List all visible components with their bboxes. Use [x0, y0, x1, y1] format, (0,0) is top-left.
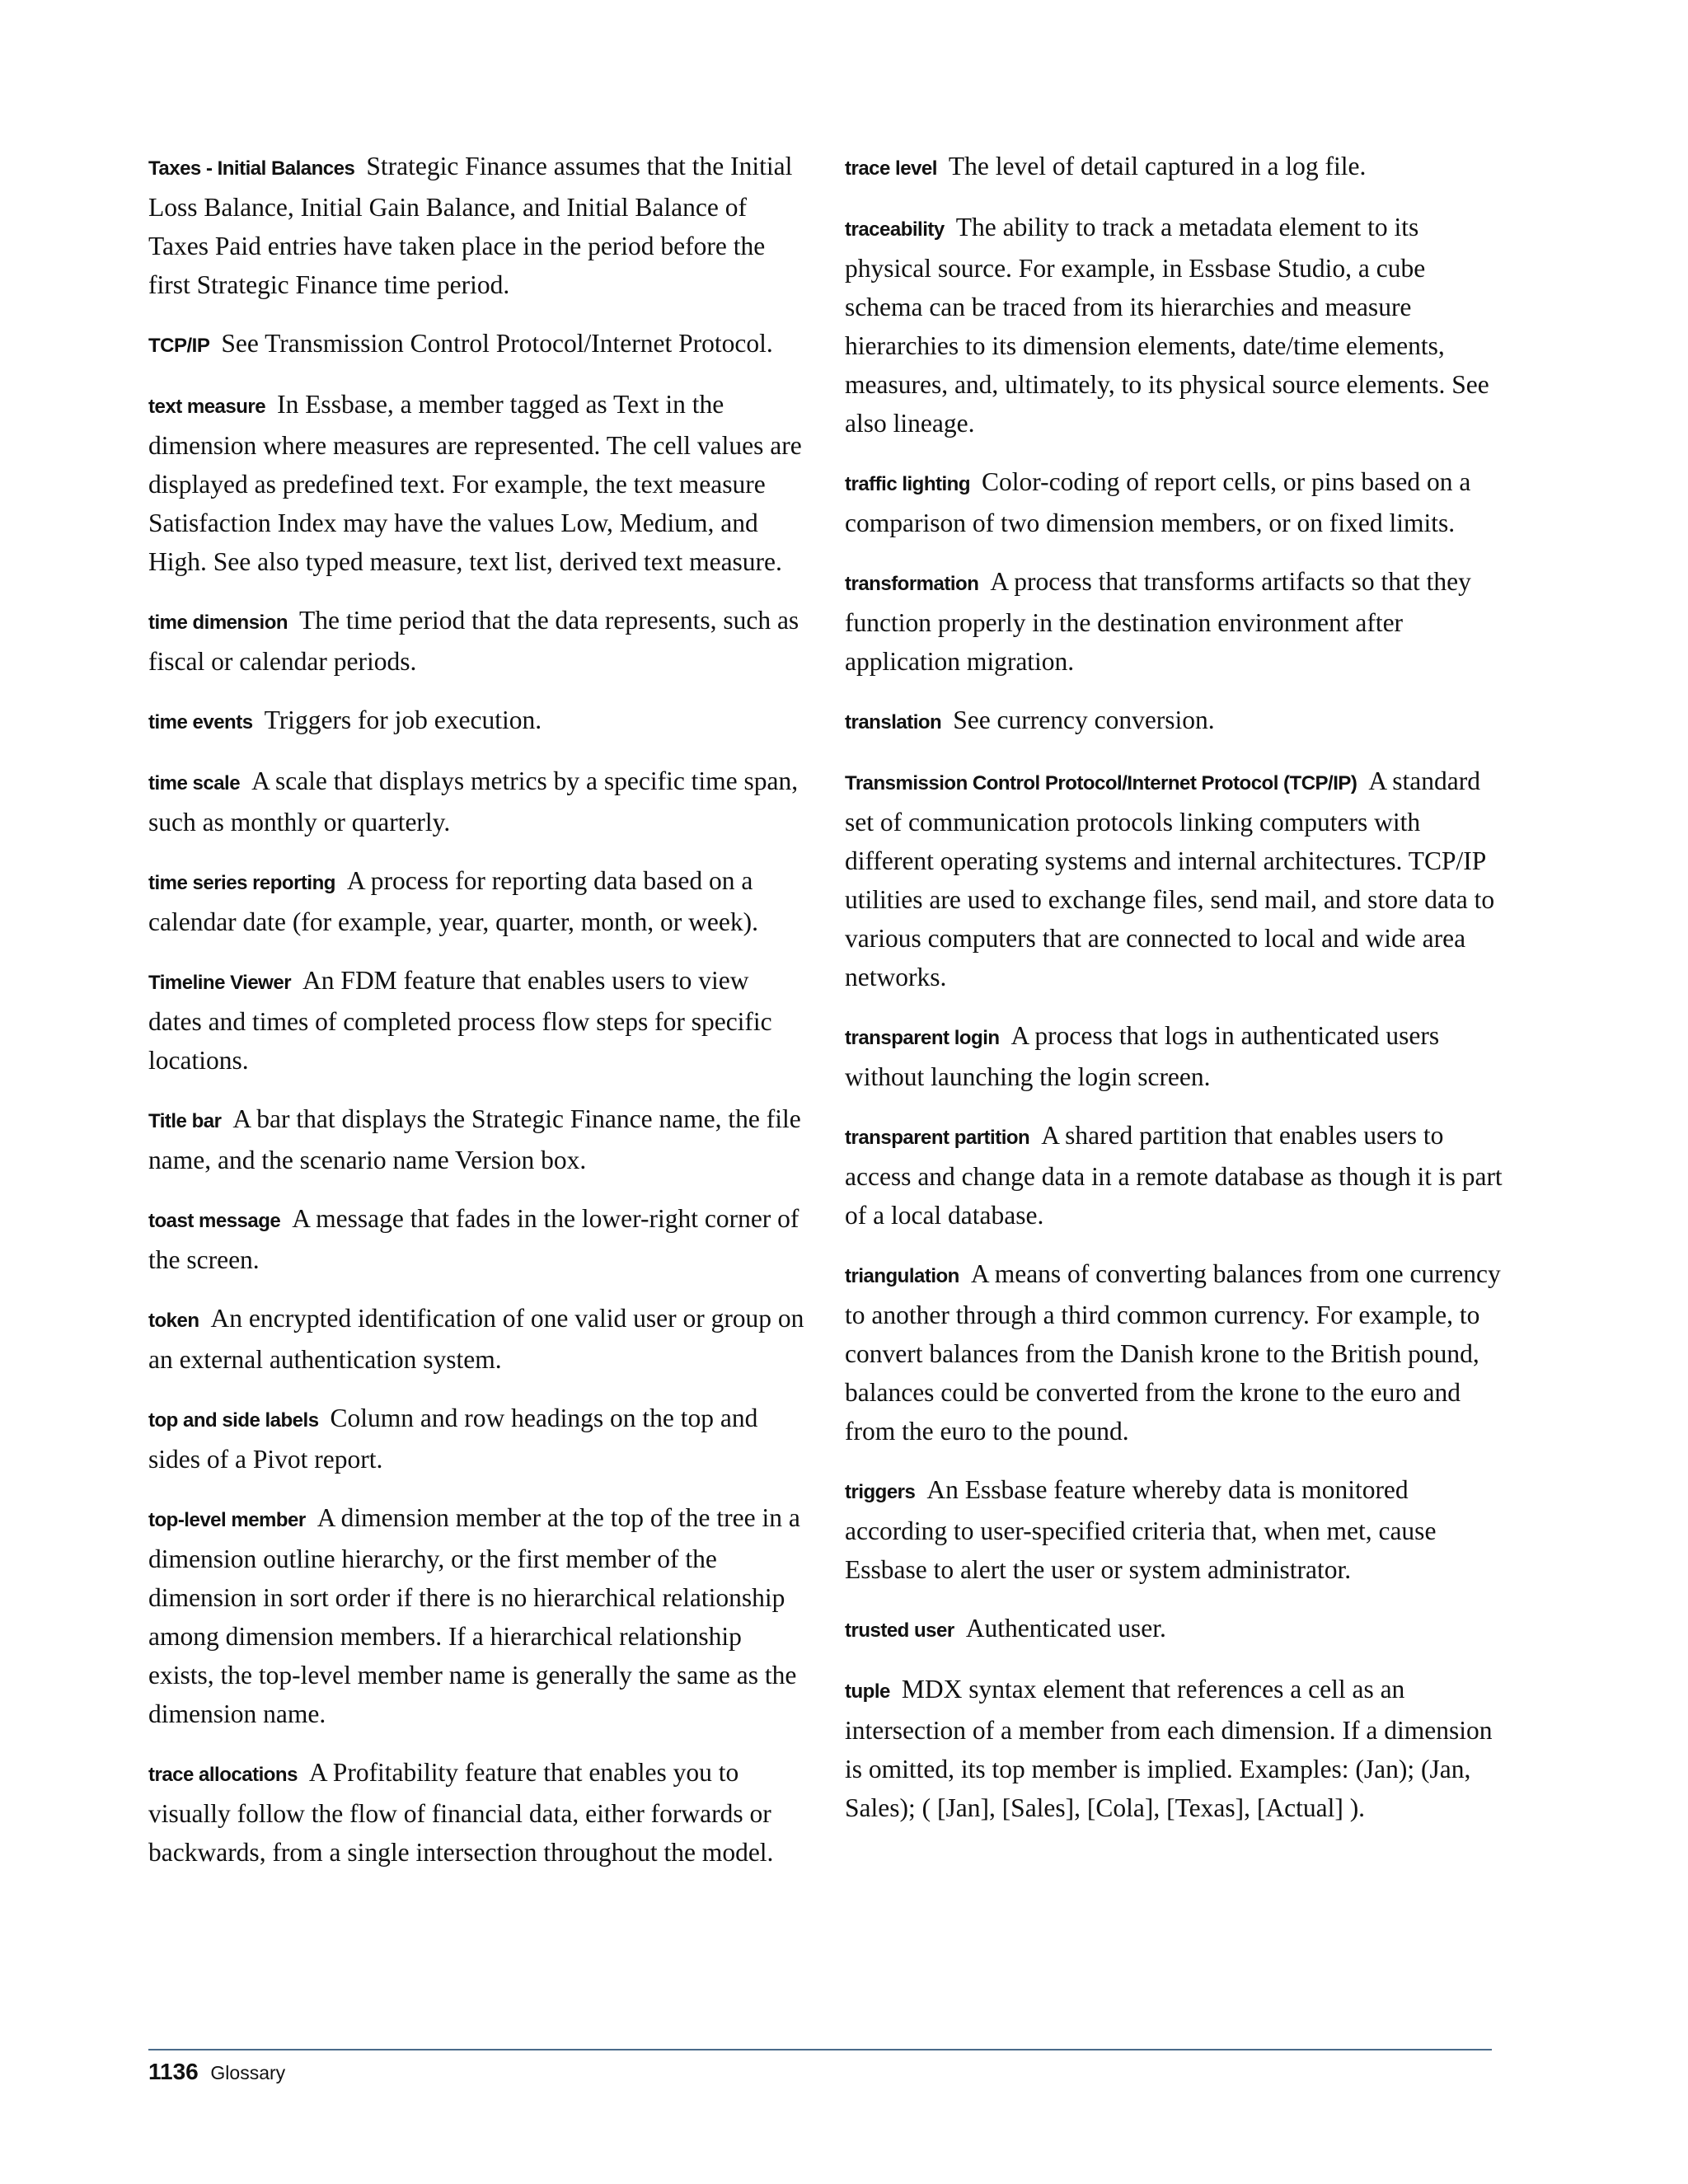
glossary-term: trace level [845, 157, 937, 180]
glossary-definition: Triggers for job execution. [264, 705, 542, 734]
footer-divider [148, 2049, 1492, 2050]
right-column [845, 147, 1504, 1847]
glossary-term: time scale [148, 772, 241, 794]
glossary-term: time events [148, 711, 253, 733]
glossary-term: token [148, 1310, 199, 1332]
glossary-term: Timeline Viewer [148, 972, 292, 994]
left-column [148, 147, 808, 1891]
glossary-term: Taxes - Initial Balances [148, 157, 355, 180]
glossary-definition: A process that transforms artifacts so that they function properly in the destination environment after application migration. [845, 567, 1471, 676]
glossary-entry [845, 1016, 1504, 1096]
glossary-term: transformation [845, 573, 979, 595]
glossary-entry [148, 1498, 808, 1733]
glossary-term: top and side labels [148, 1409, 319, 1432]
glossary-entry [845, 1609, 1504, 1650]
glossary-definition: A bar that displays the Strategic Finance name, the file name, and the scenario name Version box. [148, 1104, 801, 1174]
glossary-entry [148, 324, 808, 365]
glossary-entry [845, 1470, 1504, 1589]
glossary-definition: A standard set of communication protocols linking computers with different operating systems and internal architectures. TCP/IP utilities are used to exchange files, send mail, and store data to various computers that are connected to local and wide area networks. [845, 766, 1495, 991]
glossary-term: tuple [845, 1680, 890, 1703]
glossary-term: traffic lighting [845, 473, 970, 495]
glossary-definition: The ability to track a metadata element to its physical source. For example, in Essbase Studio, a cube schema can be traced from its hierarchies and measure hierarchies to its dimension elements, date/time elements, measures, and, ultimately, to its physical source elements. See also lineage. [845, 213, 1489, 438]
glossary-entry [845, 208, 1504, 443]
glossary-entry [845, 147, 1504, 188]
glossary-definition: MDX syntax element that references a cell as an intersection of a member from each dimension. If a dimension is omitted, its top member is implied. Examples: (Jan); (Jan, Sales); ( [Jan], [Sales], [Cola], [Texas], [Actual] ). [845, 1675, 1493, 1822]
glossary-entry [148, 1753, 808, 1872]
glossary-definition: Strategic Finance assumes that the Initial Loss Balance, Initial Gain Balance, and Initial Balance of Taxes Paid entries have taken place in the period before the first Strategic Finance time period. [148, 152, 793, 299]
glossary-term: triggers [845, 1481, 916, 1503]
glossary-entry [148, 1399, 808, 1479]
glossary-definition: A shared partition that enables users to access and change data in a remote database as though it is part of a local database. [845, 1121, 1503, 1230]
glossary-term: transparent partition [845, 1127, 1030, 1149]
page-number: 1136 [148, 2059, 199, 2084]
glossary-entry [845, 1254, 1504, 1451]
glossary-term: transparent login [845, 1027, 1000, 1049]
glossary-definition: The time period that the data represents, such as fiscal or calendar periods. [148, 606, 799, 676]
glossary-entry [148, 961, 808, 1080]
glossary-definition: Color-coding of report cells, or pins based on a comparison of two dimension members, or on fixed limits. [845, 467, 1471, 537]
glossary-term: Title bar [148, 1110, 222, 1132]
glossary-term: text measure [148, 396, 266, 418]
section-label: Glossary [210, 2062, 286, 2083]
glossary-definition: See currency conversion. [953, 705, 1215, 734]
glossary-definition: A Profitability feature that enables you to visually follow the flow of financial data, either forwards or backwards, from a single intersection throughout the model. [148, 1758, 774, 1867]
glossary-entry [845, 701, 1504, 742]
glossary-entry [845, 462, 1504, 542]
glossary-definition: The level of detail captured in a log file. [948, 152, 1367, 180]
glossary-definition: A means of converting balances from one currency to another through a third common currency. For example, to convert balances from the Danish krone to the British pound, balances could be converted from the krone to the euro and from the euro to the pound. [845, 1259, 1501, 1446]
glossary-entry [148, 1099, 808, 1179]
glossary-entry [845, 562, 1504, 681]
glossary-definition: An encrypted identification of one valid user or group on an external authentication system. [148, 1304, 804, 1374]
glossary-entry [148, 601, 808, 681]
glossary-entry [148, 861, 808, 941]
glossary-term: trusted user [845, 1619, 954, 1642]
glossary-definition: See Transmission Control Protocol/Internet Protocol. [221, 329, 773, 358]
glossary-term: toast message [148, 1210, 281, 1232]
glossary-term: Transmission Control Protocol/Internet Protocol (TCP/IP) [845, 772, 1357, 794]
glossary-entry [845, 1670, 1504, 1827]
glossary-definition: A scale that displays metrics by a specific time span, such as monthly or quarterly. [148, 766, 799, 837]
glossary-term: top-level member [148, 1509, 306, 1531]
glossary-entry [148, 701, 808, 742]
glossary-definition: In Essbase, a member tagged as Text in the dimension where measures are represented. The cell values are displayed as predefined text. For example, the text measure Satisfaction Index may have the values Low, Medium, and High. See also typed measure, text list, derived text measure. [148, 390, 802, 576]
glossary-entry [148, 1199, 808, 1279]
glossary-entry [148, 762, 808, 841]
glossary-entry [148, 147, 808, 304]
glossary-definition: An Essbase feature whereby data is monitored according to user-specified criteria that, when met, cause Essbase to alert the user or system administrator. [845, 1475, 1437, 1584]
glossary-definition: A dimension member at the top of the tree in a dimension outline hierarchy, or the first member of the dimension in sort order if there is no hierarchical relationship among dimension members. If a hierarchical relationship exists, the top-level member name is generally the same as the dimension name. [148, 1503, 800, 1728]
page-footer [148, 2057, 285, 2088]
glossary-term: triangulation [845, 1265, 959, 1287]
glossary-entry [148, 1299, 808, 1379]
glossary-definition: A process for reporting data based on a calendar date (for example, year, quarter, month, or week). [148, 866, 758, 936]
glossary-entry [148, 385, 808, 581]
glossary-term: time series reporting [148, 872, 335, 894]
glossary-term: trace allocations [148, 1764, 298, 1786]
glossary-entry [845, 1116, 1504, 1235]
glossary-term: TCP/IP [148, 335, 210, 357]
glossary-definition: Column and row headings on the top and sides of a Pivot report. [148, 1404, 758, 1474]
glossary-definition: A process that logs in authenticated users without launching the login screen. [845, 1021, 1440, 1091]
glossary-definition: An FDM feature that enables users to view dates and times of completed process flow steps for specific locations. [148, 966, 772, 1075]
glossary-entry [845, 762, 1504, 996]
glossary-definition: A message that fades in the lower-right corner of the screen. [148, 1204, 799, 1274]
glossary-definition: Authenticated user. [965, 1614, 1166, 1643]
glossary-term: translation [845, 711, 942, 733]
glossary-term: traceability [845, 218, 945, 241]
glossary-term: time dimension [148, 612, 288, 634]
